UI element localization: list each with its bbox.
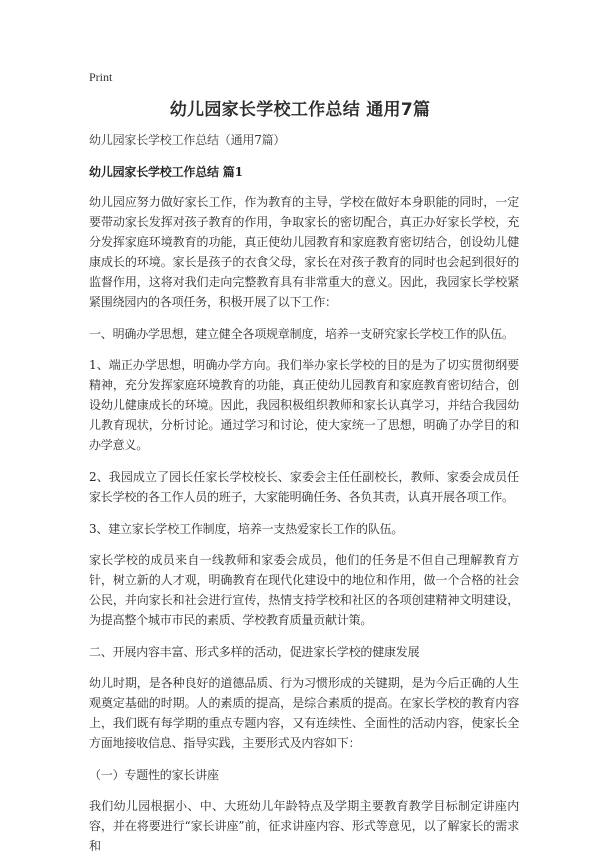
paragraph: 幼儿时期，是各种良好的道德品质、行为习惯形成的关键期，是为今后正确的人生观奠定基础的时期。人的素质的提高，是综合素质的提高。在家长学校的教育内容上，我们既有每学期的重点专题内容，又有连续性、全面性的活动内容，使家长全方面地接收信息、指导实践，主要形式及内容如下： [89, 676, 519, 750]
paragraph: 二、开展内容丰富、形式多样的活动，促进家长学校的健康发展 [89, 645, 420, 659]
section-heading: 幼儿园家长学校工作总结 篇1 [89, 165, 243, 179]
paragraph: 1、端正办学思想，明确办学方向。我们举办家长学校的目的是为了切实贯彻纲要精神，充分发挥家庭环境教育的功能，真正使幼儿园教育和家庭教育密切结合，创设幼儿健康成长的环境。因此，我园积极组织教师和家长认真学习，并结合我园幼儿教育现状，分析讨论。通过学习和讨论，使大家统一了思想，明确了办学目的和办学意义。 [89, 358, 519, 452]
paragraph: 我们幼儿园根据小、中、大班幼儿年龄特点及学期主要教育教学目标制定讲座内容，并在将要进行“家长讲座”前，征求讲座内容、形式等意见，以了解家长的需求和 [89, 799, 519, 853]
paragraph: 幼儿园应努力做好家长工作，作为教育的主导，学校在做好本身职能的同时，一定要带动家长发挥对孩子教育的作用，争取家长的密切配合，真正办好家长学校，充分发挥家庭环境教育的功能，真正使幼儿园教育和家庭教育密切结合，创设幼儿健康成长的环境。家长是孩子的衣食父母，家长在对孩子教育的同时也会起到很好的监督作用，这将对我们走向完整教育具有非常重大的意义。因此，我园家长学校紧紧围绕园内的各项任务，积极开展了以下工作： [89, 195, 519, 309]
document-body [89, 130, 519, 868]
document-title: 幼儿园家长学校工作总结 通用7篇 [169, 100, 431, 120]
paragraph: （一）专题性的家长讲座 [89, 768, 219, 782]
paragraph: 一、明确办学思想，建立健全各项规章制度，培养一支研究家长学校工作的队伍。 [89, 327, 514, 341]
paragraph: 家长学校的成员来自一线教师和家委会成员，他们的任务是不但自己理解教育方针，树立新的人才观，明确教育在现代化建设中的地位和作用，做一个合格的社会公民，并向家长和社会进行宣传，热情支持学校和社区的各项创建精神文明建设，为提高整个城市市民的素质、学校教育质量贡献计策。 [89, 553, 519, 627]
paragraph: 2、我园成立了园长任家长学校校长、家委会主任任副校长，教师、家委会成员任家长学校的各工作人员的班子，大家能明确任务、各负其责，认真开展各项工作。 [89, 470, 519, 504]
print-link[interactable]: Print [89, 70, 113, 84]
document-subtitle: 幼儿园家长学校工作总结（通用7篇） [89, 133, 286, 147]
paragraph: 3、建立家长学校工作制度，培养一支热爱家长工作的队伍。 [89, 522, 404, 536]
